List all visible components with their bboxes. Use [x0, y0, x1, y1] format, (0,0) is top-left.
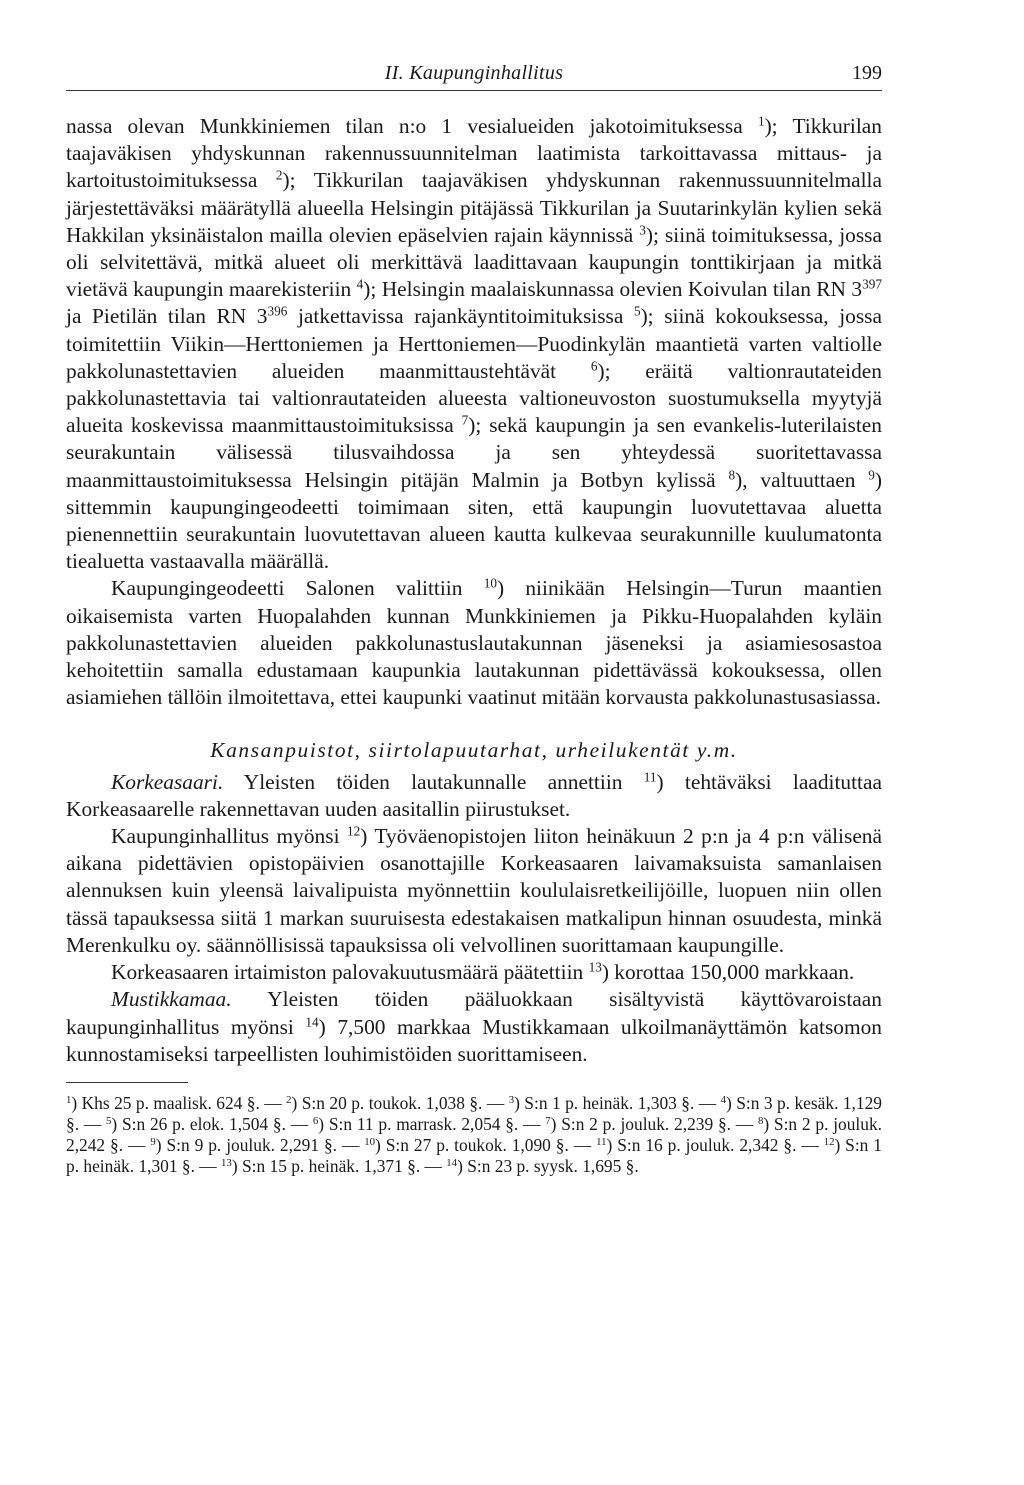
footnote-marker: 4	[356, 276, 364, 292]
running-title: II. Kaupunginhallitus	[384, 62, 564, 84]
footnote-marker: 6	[590, 358, 598, 374]
footnote-marker: 2	[275, 168, 283, 184]
footnote-marker: 14	[305, 1014, 319, 1030]
footnote-marker: 9	[868, 467, 875, 483]
footnote-marker: 397	[862, 276, 882, 292]
paragraph: Mustikkamaa. Yleisten töiden pääluokkaan sisältyvistä käyttövaroistaan kaupunginhallitus myönsi $^{14}$) 7,500 markkaa Mustikkamaan ulkoilmanäyttämön katsomon kunnostamiseksi tarpeellisten louhimistöiden suorittamiseen.	[66, 987, 882, 1066]
page-header	[66, 56, 882, 91]
footnote-marker: 1	[66, 1093, 72, 1106]
footnote-marker: 13	[588, 959, 602, 975]
footnote-marker: 7	[545, 1114, 551, 1127]
paragraph: Kaupunginhallitus myönsi $^{12}$) Työväenopistojen liiton heinäkuun 2 p:n ja 4 p:n välisenä aikana pidettävien opistopäivien osanottajille Korkeasaaren laivamaksuista samanlaisen alennuksen kuin yleensä laivalipuista myönnettiin koululaisretkeilijöille, luopuen niin ollen tässä tapauksessa siitä 1 markan suuruisesta edestakaisen matkalipun hinnan osuudesta, minkä Merenkulku oy. säännöllisissä tapauksissa oli velvollinen suorittamaan kaupungille.	[66, 823, 882, 957]
run-in-heading: Korkeasaari.	[111, 769, 224, 794]
document-page	[66, 56, 882, 1177]
run-in-heading: Mustikkamaa.	[111, 987, 232, 1012]
footnote-marker: 5	[633, 304, 641, 320]
footnote-marker: 8	[728, 467, 736, 483]
footnote-marker: 12	[347, 823, 361, 839]
page-number: 199	[852, 62, 882, 84]
footnote-marker: 5	[106, 1114, 112, 1127]
paragraph: Korkeasaaren irtaimiston palovakuutusmäärä päätettiin $^{13}$) korottaa 150,000 markkaan.	[111, 959, 855, 985]
footnote-marker: 13	[221, 1156, 232, 1169]
footnote-marker: 3	[508, 1093, 515, 1106]
footnote-marker: 12	[823, 1135, 835, 1148]
footnote-marker: 2	[286, 1093, 292, 1106]
footnote-marker: 11	[643, 769, 657, 785]
footnote-marker: 10	[483, 576, 497, 592]
footnote-marker: 4	[720, 1093, 726, 1106]
footnote-marker: 3	[639, 222, 646, 238]
paragraph: nassa olevan Munkkiniemen tilan n:o 1 vesialueiden jakotoimituksessa $^1$); Tikkurilan taajaväkisen yhdyskunnan rakennussuunnitelman laatimista tarkoittavassa mittaus- ja kartoitustoimituksessa $^2$); Tikkurilan taajaväkisen yhdyskunnan rakennussuunnitelmalla järjestettäväksi määrätyllä alueella Helsingin pitäjässä Tikkurilan ja Suutarinkylän kylien sekä Hakkilan yksinäistalon mailla olevien epäselvien rajain käynnissä $^3$); siinä toimituksessa, jossa oli selvitettävä, mitkä alueet oli merkittävä laadittavaan kaupungin tonttikirjaan ja mitkä vietävä kaupungin maarekisteriin $^4$); Helsingin maalaiskunnassa olevien Koivulan tilan RN $3^{397}$ ja Pietilän tilan RN $3^{396}$ jatkettavissa rajankäyntitoimituksissa $^5$); siinä kokouksessa, jossa toimitettiin Viikin—Herttoniemen ja Herttoniemen—Puodinkylän maantietä varten valtiolle pakkolunastettavien alueiden maanmittaustehtävät $^6$); eräitä valtionrautateiden pakkolunastettavia tai valtionrautateiden alueesta valtioneuvoston suostumuksella myytyjä alueita koskevissa maanmittaustoimituksissa $^7$); sekä kaupungin ja sen evankelis-luterilaisten seurakuntain välisessä tilusvaihdossa ja sen yhteydessä suoritettavassa maanmittaustoimituksessa Helsingin pitäjän Malmin ja Botbyn kylissä $^8$), valtuuttaen $^9$) sittemmin kaupungingeodeetti toimimaan siten, että kaupungin luovutettavaa aluetta pienennettiin seurakuntain luovutettavan alueen kautta kulkevaa seurakunnille kuulumatonta tiealuetta vastaavalla määrällä.	[66, 113, 883, 574]
paragraph: Korkeasaari. Yleisten töiden lautakunnalle annettiin $^{11}$) tehtäväksi laadituttaa Korkeasaarelle rakennettavan uuden aasitallin piirustukset.	[66, 769, 882, 821]
paragraph: Kaupungingeodeetti Salonen valittiin $^{10}$) niinikään Helsingin—Turun maantien oikaisemista varten Huopalahden kunnan Munkkiniemen ja Pikku-Huopalahden kyläin pakkolunastettavien alueiden pakkolunastuslautakunnan jäseneksi ja asiamiesosastoa kehoitettiin samalla edustamaan kaupunkia lautakunnan pidettävässä kokouksessa, ollen asiamiehen tällöin ilmoitettava, ettei kaupunki vaatinut mitään korvausta pakkolunastusasiassa.	[66, 576, 882, 710]
body-text	[66, 113, 882, 1068]
footnote-marker: 11	[596, 1135, 607, 1148]
footnote-marker: 1	[757, 113, 765, 129]
section-heading: Kansanpuistot, siirtolapuutarhat, urheilukentät y.m.	[210, 738, 738, 763]
footnote-divider	[66, 1082, 188, 1083]
footnote-marker: 10	[364, 1135, 376, 1148]
footnote-marker: 14	[446, 1156, 458, 1169]
footnote-marker: 396	[267, 304, 288, 320]
footnotes: $^1$) Khs 25 p. maalisk. 624 §. — $^2$) S:n 20 p. toukok. 1,038 §. — $^3$) S:n 1 p. heinäk. 1,303 §. — $^4$) S:n 3 p. kesäk. 1,129 §. — $^5$) S:n 26 p. elok. 1,504 §. — $^6$) S:n 11 p. marrask. 2,054 §. — $^7$) S:n 2 p. jouluk. 2,239 §. — $^8$) S:n 2 p. jouluk. 2,242 §. — $^9$) S:n 9 p. jouluk. 2,291 §. — $^{10}$) S:n 27 p. toukok. 1,090 §. — $^{11}$) S:n 16 p. jouluk. 2,342 §. — $^{12}$) S:n 1 p. heinäk. 1,301 §. — $^{13}$) S:n 15 p. heinäk. 1,371 §. — $^{14}$) S:n 23 p. syysk. 1,695 §.	[66, 1092, 882, 1176]
footnote-marker: 8	[757, 1114, 764, 1127]
footnote-marker: 7	[461, 412, 469, 428]
footnote-marker: 9	[150, 1135, 156, 1148]
footnote-marker: 6	[312, 1114, 319, 1127]
